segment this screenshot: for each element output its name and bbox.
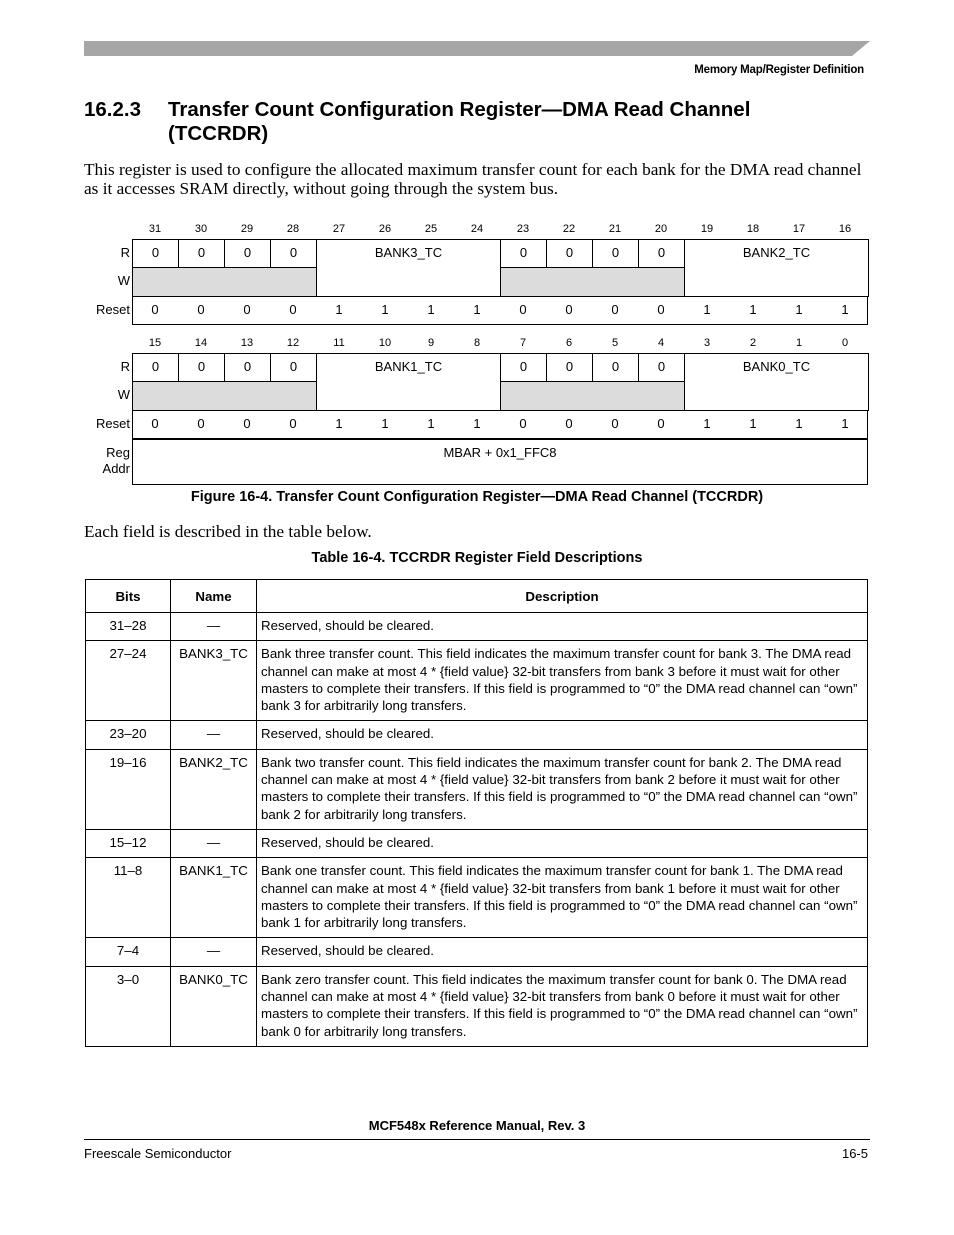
read-bit-cell: 0 bbox=[500, 239, 547, 268]
register-diagram bbox=[0, 0, 954, 500]
footer-divider bbox=[84, 1139, 870, 1140]
bit-number: 18 bbox=[746, 223, 760, 235]
cell-bits: 7–4 bbox=[86, 938, 171, 966]
read-bit-cell: 0 bbox=[132, 353, 179, 382]
intro-paragraph: This register is used to configure the allocated maximum transfer count for each bank for the DMA read channel as it accesses SRAM directly, without going through the system bus. bbox=[84, 160, 862, 198]
reset-value: 0 bbox=[289, 302, 297, 317]
table-row bbox=[86, 829, 868, 857]
read-bit-cell: 0 bbox=[224, 239, 271, 268]
cell-name: BANK3_TC bbox=[171, 641, 257, 721]
field-cell: BANK1_TC bbox=[316, 353, 501, 411]
reset-value: 0 bbox=[519, 416, 527, 431]
footer-manual-title: MCF548x Reference Manual, Rev. 3 bbox=[368, 1118, 586, 1133]
cell-description: Bank one transfer count. This field indicates the maximum transfer count for bank 1. The DMA read channel can make at most 4 * {field value} 32-bit transfers from bank 1 before it must wait for other masters to complete their transfers. If this field is programmed to “0” the DMA read channel can “own” bank 1 for arbitrarily long transfers. bbox=[257, 858, 868, 938]
reset-value: 1 bbox=[703, 302, 711, 317]
cell-name: — bbox=[171, 829, 257, 857]
reset-value: 1 bbox=[335, 416, 343, 431]
write-reserved-cell bbox=[132, 267, 317, 297]
reset-value: 0 bbox=[657, 302, 665, 317]
cell-description: Bank three transfer count. This field indicates the maximum transfer count for bank 3. The DMA read channel can make at most 4 * {field value} 32-bit transfers from bank 3 before it must wait for other masters to complete their transfers. If this field is programmed to “0” the DMA read channel can “own” bank 3 for arbitrarily long transfers. bbox=[257, 641, 868, 721]
label-reg: Reg bbox=[106, 445, 130, 460]
bit-number: 16 bbox=[838, 223, 852, 235]
cell-name: BANK2_TC bbox=[171, 749, 257, 829]
reset-value: 0 bbox=[243, 416, 251, 431]
cell-name: BANK1_TC bbox=[171, 858, 257, 938]
reset-value: 1 bbox=[841, 416, 849, 431]
reset-value: 0 bbox=[289, 416, 297, 431]
reset-value: 0 bbox=[197, 416, 205, 431]
field-cell: BANK0_TC bbox=[684, 353, 869, 411]
bit-number: 25 bbox=[424, 223, 438, 235]
read-bit-cell: 0 bbox=[546, 353, 593, 382]
footer-company: Freescale Semiconductor bbox=[84, 1146, 232, 1161]
write-reserved-cell bbox=[500, 267, 685, 297]
bit-number: 13 bbox=[240, 337, 254, 349]
bit-number: 23 bbox=[516, 223, 530, 235]
bit-number: 22 bbox=[562, 223, 576, 235]
cell-bits: 15–12 bbox=[86, 829, 171, 857]
bit-number: 1 bbox=[795, 337, 803, 349]
bit-number: 8 bbox=[473, 337, 481, 349]
cell-description: Bank two transfer count. This field indicates the maximum transfer count for bank 2. The DMA read channel can make at most 4 * {field value} 32-bit transfers from bank 2 before it must wait for other masters to complete their transfers. If this field is programmed to “0” the DMA read channel can “own” bank 2 for arbitrarily long transfers. bbox=[257, 749, 868, 829]
read-bit-cell: 0 bbox=[132, 239, 179, 268]
reset-value: 0 bbox=[243, 302, 251, 317]
bit-number: 5 bbox=[611, 337, 619, 349]
label-w-upper: W bbox=[117, 273, 130, 288]
cell-name: — bbox=[171, 721, 257, 749]
table-caption: Table 16-4. TCCRDR Register Field Descriptions bbox=[311, 550, 643, 566]
cell-bits: 27–24 bbox=[86, 641, 171, 721]
reset-value: 0 bbox=[611, 416, 619, 431]
running-title: Memory Map/Register Definition bbox=[694, 64, 864, 76]
reset-value: 1 bbox=[749, 302, 757, 317]
bit-number: 29 bbox=[240, 223, 254, 235]
bit-number: 0 bbox=[841, 337, 849, 349]
bit-number: 12 bbox=[286, 337, 300, 349]
header-name: Name bbox=[171, 580, 257, 613]
section-title-line1: Transfer Count Configuration Register—DMA Read Channel bbox=[168, 98, 751, 121]
bit-number: 30 bbox=[194, 223, 208, 235]
read-bit-cell: 0 bbox=[592, 239, 639, 268]
cell-description: Reserved, should be cleared. bbox=[257, 721, 868, 749]
cell-bits: 23–20 bbox=[86, 721, 171, 749]
table-row bbox=[86, 749, 868, 829]
bit-number: 19 bbox=[700, 223, 714, 235]
reset-value: 1 bbox=[427, 416, 435, 431]
field-cell: BANK3_TC bbox=[316, 239, 501, 297]
reset-value: 0 bbox=[611, 302, 619, 317]
reset-value: 1 bbox=[703, 416, 711, 431]
reset-value: 1 bbox=[795, 416, 803, 431]
reset-value: 1 bbox=[749, 416, 757, 431]
bit-number: 14 bbox=[194, 337, 208, 349]
reset-value: 1 bbox=[381, 302, 389, 317]
reset-value: 0 bbox=[519, 302, 527, 317]
table-row bbox=[86, 721, 868, 749]
reset-value: 1 bbox=[335, 302, 343, 317]
bit-number: 31 bbox=[148, 223, 162, 235]
reset-value: 0 bbox=[565, 416, 573, 431]
bit-number: 10 bbox=[378, 337, 392, 349]
label-reset-lower: Reset bbox=[96, 416, 130, 431]
read-bit-cell: 0 bbox=[178, 353, 225, 382]
cell-bits: 3–0 bbox=[86, 966, 171, 1046]
reset-value: 1 bbox=[795, 302, 803, 317]
reset-value: 0 bbox=[197, 302, 205, 317]
bit-number: 17 bbox=[792, 223, 806, 235]
figure-caption: Figure 16-4. Transfer Count Configuration Register—DMA Read Channel (TCCRDR) bbox=[190, 489, 764, 505]
label-reset-upper: Reset bbox=[96, 302, 130, 317]
field-description-table bbox=[85, 579, 868, 1047]
register-address bbox=[132, 439, 868, 485]
bit-number: 15 bbox=[148, 337, 162, 349]
cell-description: Reserved, should be cleared. bbox=[257, 938, 868, 966]
read-bit-cell: 0 bbox=[638, 353, 685, 382]
footer-page-number: 16-5 bbox=[841, 1146, 868, 1161]
read-bit-cell: 0 bbox=[224, 353, 271, 382]
reset-value: 1 bbox=[841, 302, 849, 317]
cell-description: Reserved, should be cleared. bbox=[257, 829, 868, 857]
bit-number: 9 bbox=[427, 337, 435, 349]
cell-description: Reserved, should be cleared. bbox=[257, 613, 868, 641]
header-bits: Bits bbox=[86, 580, 171, 613]
read-bit-cell: 0 bbox=[178, 239, 225, 268]
reset-value: 0 bbox=[565, 302, 573, 317]
bit-number: 2 bbox=[749, 337, 757, 349]
table-row bbox=[86, 613, 868, 641]
bit-number: 21 bbox=[608, 223, 622, 235]
bit-number: 11 bbox=[333, 337, 345, 349]
cell-name: — bbox=[171, 938, 257, 966]
read-bit-cell: 0 bbox=[546, 239, 593, 268]
bit-number: 27 bbox=[332, 223, 346, 235]
cell-bits: 19–16 bbox=[86, 749, 171, 829]
table-header-row bbox=[86, 580, 868, 613]
register-address-value: MBAR + 0x1_FFC8 bbox=[443, 445, 557, 460]
table-row bbox=[86, 641, 868, 721]
read-bit-cell: 0 bbox=[638, 239, 685, 268]
table-row bbox=[86, 938, 868, 966]
label-r-lower: R bbox=[120, 359, 130, 374]
bit-number: 4 bbox=[657, 337, 665, 349]
label-addr: Addr bbox=[102, 461, 130, 476]
bit-number: 28 bbox=[286, 223, 300, 235]
reset-value: 1 bbox=[473, 302, 481, 317]
read-bit-cell: 0 bbox=[592, 353, 639, 382]
reset-value: 0 bbox=[657, 416, 665, 431]
read-bit-cell: 0 bbox=[500, 353, 547, 382]
label-w-lower: W bbox=[117, 387, 130, 402]
section-number: 16.2.3 bbox=[84, 98, 141, 121]
header-description: Description bbox=[257, 580, 868, 613]
table-row bbox=[86, 858, 868, 938]
write-reserved-cell bbox=[500, 381, 685, 411]
cell-description: Bank zero transfer count. This field indicates the maximum transfer count for bank 0. The DMA read channel can make at most 4 * {field value} 32-bit transfers from bank 0 before it must wait for other masters to complete their transfers. If this field is programmed to “0” the DMA read channel can “own” bank 0 for arbitrarily long transfers. bbox=[257, 966, 868, 1046]
bit-number: 20 bbox=[654, 223, 668, 235]
each-field-text: Each field is described in the table below. bbox=[84, 522, 372, 541]
bit-number: 26 bbox=[378, 223, 392, 235]
reset-value: 1 bbox=[381, 416, 389, 431]
bit-number: 6 bbox=[565, 337, 573, 349]
cell-name: BANK0_TC bbox=[171, 966, 257, 1046]
bit-number: 7 bbox=[519, 337, 527, 349]
field-cell: BANK2_TC bbox=[684, 239, 869, 297]
write-reserved-cell bbox=[132, 381, 317, 411]
cell-bits: 11–8 bbox=[86, 858, 171, 938]
read-bit-cell: 0 bbox=[270, 353, 317, 382]
table-row bbox=[86, 966, 868, 1046]
label-r-upper: R bbox=[120, 245, 130, 260]
reset-value: 0 bbox=[151, 416, 159, 431]
section-title-line2: (TCCRDR) bbox=[168, 122, 269, 145]
reset-value: 1 bbox=[473, 416, 481, 431]
bit-number: 3 bbox=[703, 337, 711, 349]
cell-bits: 31–28 bbox=[86, 613, 171, 641]
reset-value: 0 bbox=[151, 302, 159, 317]
reset-value: 1 bbox=[427, 302, 435, 317]
bit-number: 24 bbox=[470, 223, 484, 235]
cell-name: — bbox=[171, 613, 257, 641]
read-bit-cell: 0 bbox=[270, 239, 317, 268]
